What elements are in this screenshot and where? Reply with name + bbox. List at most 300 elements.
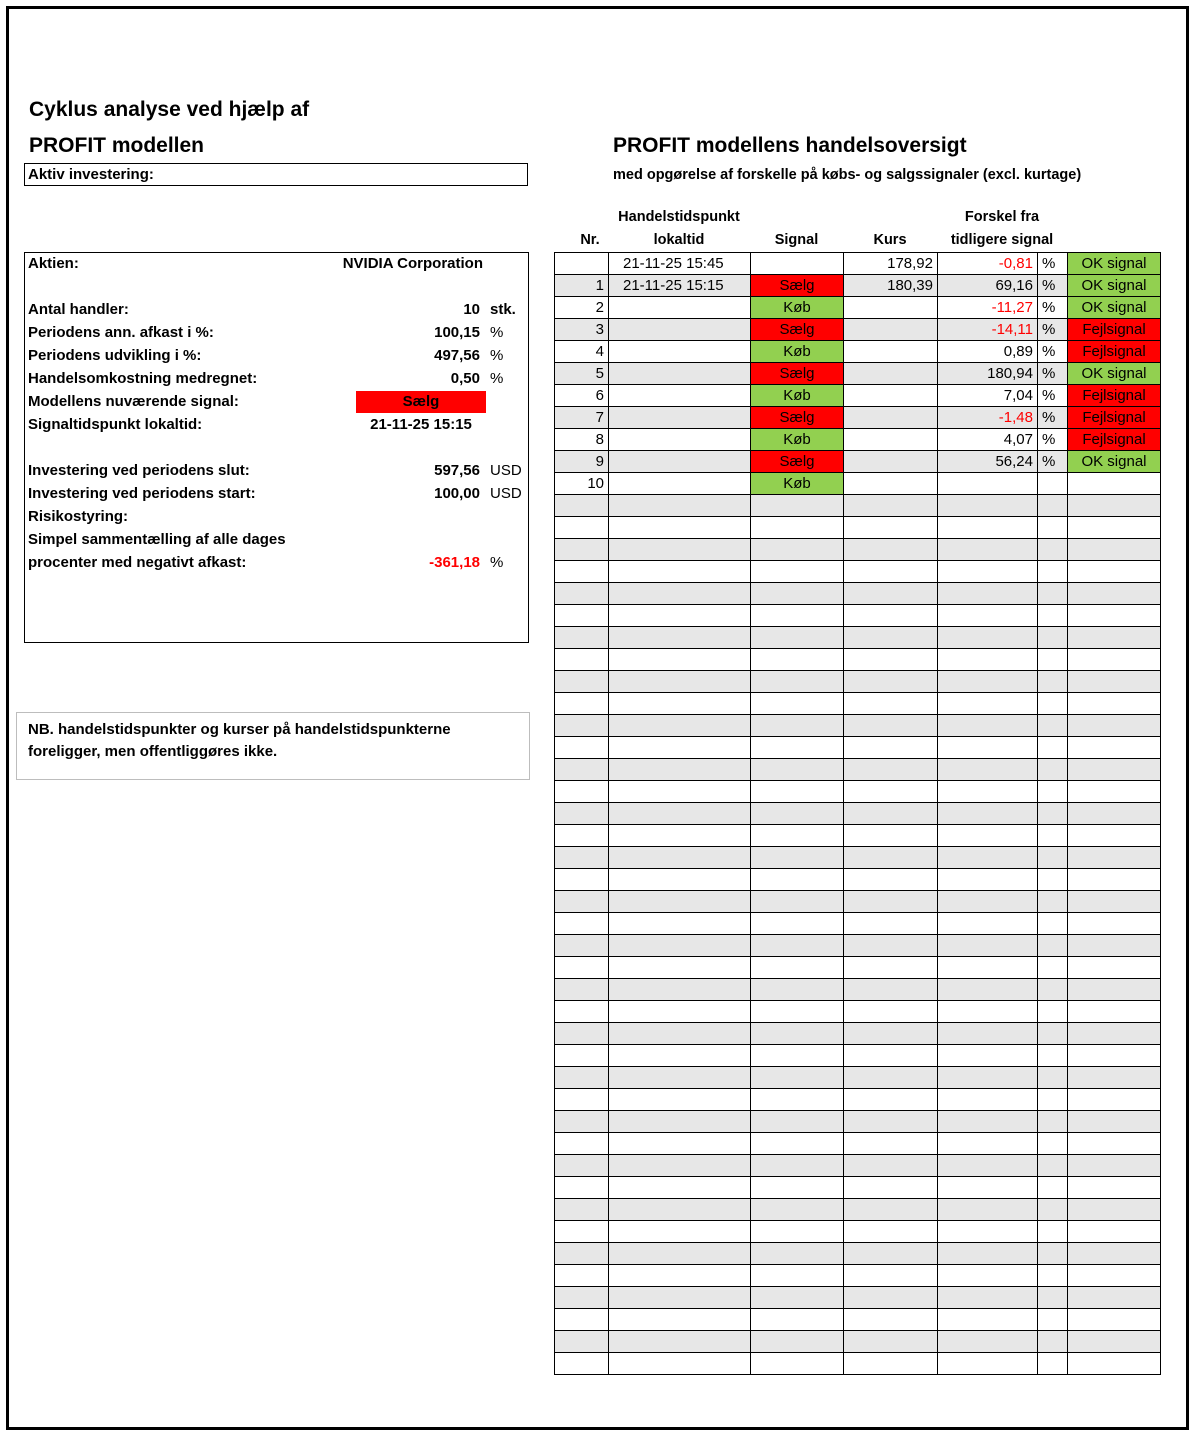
cell-nr[interactable] bbox=[555, 1177, 609, 1199]
table-row-empty[interactable] bbox=[555, 1199, 1161, 1221]
cell-diff[interactable]: -11,27 bbox=[938, 297, 1038, 319]
table-row[interactable] bbox=[555, 473, 1161, 495]
cell-nr[interactable] bbox=[555, 781, 609, 803]
cell-time[interactable] bbox=[609, 1133, 751, 1155]
table-row-empty[interactable] bbox=[555, 1089, 1161, 1111]
cell-status[interactable] bbox=[1068, 869, 1161, 891]
cell-diff[interactable] bbox=[938, 539, 1038, 561]
cell-pct[interactable] bbox=[1038, 1067, 1068, 1089]
cell-nr[interactable] bbox=[555, 1133, 609, 1155]
cell-diff[interactable] bbox=[938, 495, 1038, 517]
cell-diff[interactable] bbox=[938, 979, 1038, 1001]
cell-status[interactable]: Fejlsignal bbox=[1068, 341, 1161, 363]
cell-signal[interactable] bbox=[751, 847, 844, 869]
cell-time[interactable] bbox=[609, 517, 751, 539]
cell-status[interactable] bbox=[1068, 1353, 1161, 1375]
table-row-empty[interactable] bbox=[555, 847, 1161, 869]
cell-pct[interactable] bbox=[1038, 693, 1068, 715]
cell-nr[interactable]: 7 bbox=[555, 407, 609, 429]
cell-nr[interactable]: 6 bbox=[555, 385, 609, 407]
cell-diff[interactable] bbox=[938, 759, 1038, 781]
cell-kurs[interactable] bbox=[844, 1001, 938, 1023]
cell-signal[interactable] bbox=[751, 1045, 844, 1067]
cell-time[interactable] bbox=[609, 539, 751, 561]
cell-signal[interactable]: Køb bbox=[751, 429, 844, 451]
cell-signal[interactable] bbox=[751, 825, 844, 847]
cell-nr[interactable] bbox=[555, 913, 609, 935]
cell-pct[interactable] bbox=[1038, 495, 1068, 517]
cell-nr[interactable] bbox=[555, 539, 609, 561]
cell-nr[interactable] bbox=[555, 715, 609, 737]
cell-time[interactable] bbox=[609, 759, 751, 781]
cell-kurs[interactable] bbox=[844, 583, 938, 605]
cell-time[interactable] bbox=[609, 605, 751, 627]
cell-kurs[interactable] bbox=[844, 451, 938, 473]
table-row-empty[interactable] bbox=[555, 1353, 1161, 1375]
cell-time[interactable]: 21-11-25 15:45 bbox=[609, 253, 751, 275]
cell-signal[interactable]: Køb bbox=[751, 341, 844, 363]
cell-status[interactable] bbox=[1068, 1023, 1161, 1045]
cell-time[interactable] bbox=[609, 957, 751, 979]
table-row[interactable] bbox=[555, 363, 1161, 385]
table-row-empty[interactable] bbox=[555, 1265, 1161, 1287]
cell-diff[interactable] bbox=[938, 627, 1038, 649]
cell-diff[interactable]: 56,24 bbox=[938, 451, 1038, 473]
cell-pct[interactable] bbox=[1038, 539, 1068, 561]
cell-status[interactable] bbox=[1068, 517, 1161, 539]
cell-kurs[interactable] bbox=[844, 1045, 938, 1067]
table-row-empty[interactable] bbox=[555, 693, 1161, 715]
cell-pct[interactable] bbox=[1038, 781, 1068, 803]
cell-time[interactable] bbox=[609, 1265, 751, 1287]
cell-diff[interactable] bbox=[938, 671, 1038, 693]
cell-nr[interactable] bbox=[555, 253, 609, 275]
cell-kurs[interactable] bbox=[844, 561, 938, 583]
cell-kurs[interactable] bbox=[844, 627, 938, 649]
cell-signal[interactable] bbox=[751, 253, 844, 275]
table-row-empty[interactable] bbox=[555, 539, 1161, 561]
cell-diff[interactable] bbox=[938, 649, 1038, 671]
cell-status[interactable] bbox=[1068, 1221, 1161, 1243]
cell-kurs[interactable] bbox=[844, 737, 938, 759]
cell-signal[interactable] bbox=[751, 979, 844, 1001]
cell-kurs[interactable] bbox=[844, 1353, 938, 1375]
cell-diff[interactable] bbox=[938, 1331, 1038, 1353]
cell-signal[interactable] bbox=[751, 1133, 844, 1155]
table-row-empty[interactable] bbox=[555, 495, 1161, 517]
cell-time[interactable] bbox=[609, 1243, 751, 1265]
cell-kurs[interactable] bbox=[844, 1133, 938, 1155]
cell-kurs[interactable] bbox=[844, 1067, 938, 1089]
cell-diff[interactable] bbox=[938, 891, 1038, 913]
cell-kurs[interactable] bbox=[844, 1221, 938, 1243]
cell-pct[interactable] bbox=[1038, 1265, 1068, 1287]
cell-time[interactable] bbox=[609, 1023, 751, 1045]
cell-signal[interactable] bbox=[751, 1265, 844, 1287]
table-row-empty[interactable] bbox=[555, 671, 1161, 693]
cell-kurs[interactable] bbox=[844, 781, 938, 803]
cell-nr[interactable]: 3 bbox=[555, 319, 609, 341]
cell-diff[interactable] bbox=[938, 803, 1038, 825]
table-row-empty[interactable] bbox=[555, 825, 1161, 847]
cell-signal[interactable] bbox=[751, 1001, 844, 1023]
cell-status[interactable] bbox=[1068, 1265, 1161, 1287]
cell-time[interactable] bbox=[609, 1287, 751, 1309]
cell-signal[interactable] bbox=[751, 693, 844, 715]
cell-signal[interactable] bbox=[751, 671, 844, 693]
cell-pct[interactable] bbox=[1038, 891, 1068, 913]
cell-signal[interactable] bbox=[751, 1243, 844, 1265]
cell-time[interactable] bbox=[609, 297, 751, 319]
cell-time[interactable] bbox=[609, 407, 751, 429]
cell-nr[interactable]: 2 bbox=[555, 297, 609, 319]
cell-time[interactable] bbox=[609, 429, 751, 451]
cell-kurs[interactable] bbox=[844, 1287, 938, 1309]
cell-kurs[interactable] bbox=[844, 363, 938, 385]
cell-kurs[interactable] bbox=[844, 1089, 938, 1111]
cell-nr[interactable] bbox=[555, 1243, 609, 1265]
cell-status[interactable]: OK signal bbox=[1068, 451, 1161, 473]
cell-signal[interactable] bbox=[751, 1287, 844, 1309]
cell-status[interactable] bbox=[1068, 561, 1161, 583]
cell-kurs[interactable] bbox=[844, 407, 938, 429]
cell-kurs[interactable] bbox=[844, 429, 938, 451]
cell-kurs[interactable] bbox=[844, 913, 938, 935]
cell-status[interactable] bbox=[1068, 935, 1161, 957]
cell-status[interactable] bbox=[1068, 1111, 1161, 1133]
cell-signal[interactable] bbox=[751, 605, 844, 627]
cell-signal[interactable] bbox=[751, 1111, 844, 1133]
cell-signal[interactable] bbox=[751, 583, 844, 605]
cell-diff[interactable]: 69,16 bbox=[938, 275, 1038, 297]
cell-nr[interactable] bbox=[555, 759, 609, 781]
cell-status[interactable] bbox=[1068, 1177, 1161, 1199]
cell-kurs[interactable] bbox=[844, 803, 938, 825]
cell-nr[interactable] bbox=[555, 979, 609, 1001]
cell-signal[interactable]: Sælg bbox=[751, 451, 844, 473]
cell-signal[interactable] bbox=[751, 1221, 844, 1243]
cell-nr[interactable]: 8 bbox=[555, 429, 609, 451]
cell-time[interactable] bbox=[609, 1221, 751, 1243]
cell-signal[interactable]: Køb bbox=[751, 385, 844, 407]
cell-nr[interactable] bbox=[555, 1353, 609, 1375]
cell-nr[interactable] bbox=[555, 1199, 609, 1221]
cell-kurs[interactable] bbox=[844, 605, 938, 627]
cell-diff[interactable] bbox=[938, 1045, 1038, 1067]
cell-status[interactable] bbox=[1068, 1287, 1161, 1309]
cell-nr[interactable]: 1 bbox=[555, 275, 609, 297]
cell-nr[interactable] bbox=[555, 869, 609, 891]
cell-signal[interactable] bbox=[751, 759, 844, 781]
cell-diff[interactable] bbox=[938, 869, 1038, 891]
cell-diff[interactable] bbox=[938, 715, 1038, 737]
cell-diff[interactable] bbox=[938, 1199, 1038, 1221]
cell-pct[interactable] bbox=[1038, 627, 1068, 649]
cell-time[interactable] bbox=[609, 1309, 751, 1331]
cell-pct[interactable] bbox=[1038, 957, 1068, 979]
cell-signal[interactable] bbox=[751, 517, 844, 539]
cell-signal[interactable] bbox=[751, 891, 844, 913]
cell-nr[interactable] bbox=[555, 825, 609, 847]
cell-time[interactable] bbox=[609, 1045, 751, 1067]
table-row-empty[interactable] bbox=[555, 517, 1161, 539]
cell-diff[interactable] bbox=[938, 1287, 1038, 1309]
cell-pct[interactable]: % bbox=[1038, 253, 1068, 275]
cell-kurs[interactable] bbox=[844, 495, 938, 517]
table-row-empty[interactable] bbox=[555, 561, 1161, 583]
cell-pct[interactable] bbox=[1038, 671, 1068, 693]
cell-signal[interactable] bbox=[751, 1155, 844, 1177]
cell-status[interactable] bbox=[1068, 781, 1161, 803]
cell-nr[interactable] bbox=[555, 957, 609, 979]
cell-nr[interactable] bbox=[555, 605, 609, 627]
cell-pct[interactable] bbox=[1038, 1221, 1068, 1243]
cell-time[interactable] bbox=[609, 869, 751, 891]
cell-nr[interactable]: 4 bbox=[555, 341, 609, 363]
cell-status[interactable] bbox=[1068, 913, 1161, 935]
table-row-empty[interactable] bbox=[555, 1045, 1161, 1067]
table-row-empty[interactable] bbox=[555, 1023, 1161, 1045]
cell-status[interactable]: Fejlsignal bbox=[1068, 429, 1161, 451]
table-row-empty[interactable] bbox=[555, 1221, 1161, 1243]
cell-nr[interactable] bbox=[555, 1001, 609, 1023]
cell-nr[interactable] bbox=[555, 583, 609, 605]
cell-status[interactable] bbox=[1068, 803, 1161, 825]
cell-pct[interactable] bbox=[1038, 979, 1068, 1001]
cell-signal[interactable]: Sælg bbox=[751, 319, 844, 341]
cell-signal[interactable] bbox=[751, 495, 844, 517]
cell-kurs[interactable] bbox=[844, 1243, 938, 1265]
cell-signal[interactable] bbox=[751, 715, 844, 737]
table-row-empty[interactable] bbox=[555, 583, 1161, 605]
cell-pct[interactable] bbox=[1038, 649, 1068, 671]
cell-status[interactable] bbox=[1068, 891, 1161, 913]
table-row-empty[interactable] bbox=[555, 737, 1161, 759]
table-row-empty[interactable] bbox=[555, 1067, 1161, 1089]
table-row-empty[interactable] bbox=[555, 1111, 1161, 1133]
cell-time[interactable] bbox=[609, 1199, 751, 1221]
cell-diff[interactable] bbox=[938, 1001, 1038, 1023]
cell-kurs[interactable] bbox=[844, 671, 938, 693]
cell-nr[interactable] bbox=[555, 671, 609, 693]
cell-status[interactable]: Fejlsignal bbox=[1068, 385, 1161, 407]
cell-diff[interactable] bbox=[938, 1243, 1038, 1265]
cell-signal[interactable] bbox=[751, 649, 844, 671]
table-row-empty[interactable] bbox=[555, 869, 1161, 891]
cell-pct[interactable] bbox=[1038, 1001, 1068, 1023]
table-row[interactable] bbox=[555, 341, 1161, 363]
cell-pct[interactable]: % bbox=[1038, 429, 1068, 451]
cell-diff[interactable] bbox=[938, 561, 1038, 583]
cell-diff[interactable] bbox=[938, 781, 1038, 803]
cell-kurs[interactable] bbox=[844, 979, 938, 1001]
table-row-empty[interactable] bbox=[555, 1155, 1161, 1177]
cell-kurs[interactable] bbox=[844, 759, 938, 781]
cell-kurs[interactable] bbox=[844, 649, 938, 671]
cell-diff[interactable] bbox=[938, 473, 1038, 495]
cell-pct[interactable] bbox=[1038, 473, 1068, 495]
cell-pct[interactable] bbox=[1038, 605, 1068, 627]
table-row[interactable] bbox=[555, 385, 1161, 407]
cell-pct[interactable] bbox=[1038, 1199, 1068, 1221]
cell-nr[interactable] bbox=[555, 1221, 609, 1243]
cell-time[interactable] bbox=[609, 341, 751, 363]
cell-nr[interactable] bbox=[555, 1309, 609, 1331]
cell-kurs[interactable] bbox=[844, 1309, 938, 1331]
cell-pct[interactable] bbox=[1038, 1353, 1068, 1375]
cell-kurs[interactable]: 178,92 bbox=[844, 253, 938, 275]
cell-status[interactable]: Fejlsignal bbox=[1068, 319, 1161, 341]
cell-time[interactable]: 21-11-25 15:15 bbox=[609, 275, 751, 297]
cell-diff[interactable] bbox=[938, 605, 1038, 627]
cell-nr[interactable] bbox=[555, 1067, 609, 1089]
cell-time[interactable] bbox=[609, 803, 751, 825]
cell-status[interactable] bbox=[1068, 649, 1161, 671]
cell-pct[interactable] bbox=[1038, 1133, 1068, 1155]
cell-signal[interactable]: Sælg bbox=[751, 407, 844, 429]
cell-signal[interactable] bbox=[751, 561, 844, 583]
cell-kurs[interactable] bbox=[844, 1265, 938, 1287]
cell-status[interactable]: OK signal bbox=[1068, 363, 1161, 385]
cell-time[interactable] bbox=[609, 891, 751, 913]
cell-time[interactable] bbox=[609, 1089, 751, 1111]
cell-signal[interactable]: Køb bbox=[751, 297, 844, 319]
table-row-empty[interactable] bbox=[555, 1177, 1161, 1199]
cell-signal[interactable]: Sælg bbox=[751, 363, 844, 385]
cell-kurs[interactable] bbox=[844, 891, 938, 913]
cell-pct[interactable] bbox=[1038, 1045, 1068, 1067]
cell-status[interactable] bbox=[1068, 539, 1161, 561]
cell-signal[interactable]: Sælg bbox=[751, 275, 844, 297]
cell-status[interactable] bbox=[1068, 737, 1161, 759]
cell-nr[interactable]: 5 bbox=[555, 363, 609, 385]
cell-kurs[interactable] bbox=[844, 825, 938, 847]
cell-time[interactable] bbox=[609, 671, 751, 693]
cell-time[interactable] bbox=[609, 781, 751, 803]
cell-time[interactable] bbox=[609, 935, 751, 957]
table-row-empty[interactable] bbox=[555, 1001, 1161, 1023]
cell-nr[interactable] bbox=[555, 935, 609, 957]
cell-signal[interactable] bbox=[751, 1023, 844, 1045]
cell-nr[interactable] bbox=[555, 1089, 609, 1111]
cell-status[interactable] bbox=[1068, 1067, 1161, 1089]
cell-signal[interactable]: Køb bbox=[751, 473, 844, 495]
cell-pct[interactable]: % bbox=[1038, 385, 1068, 407]
table-row-empty[interactable] bbox=[555, 979, 1161, 1001]
cell-diff[interactable] bbox=[938, 1111, 1038, 1133]
table-row-empty[interactable] bbox=[555, 605, 1161, 627]
cell-pct[interactable] bbox=[1038, 803, 1068, 825]
cell-kurs[interactable] bbox=[844, 385, 938, 407]
cell-signal[interactable] bbox=[751, 803, 844, 825]
cell-kurs[interactable] bbox=[844, 297, 938, 319]
cell-kurs[interactable] bbox=[844, 935, 938, 957]
cell-time[interactable] bbox=[609, 1155, 751, 1177]
cell-pct[interactable] bbox=[1038, 1155, 1068, 1177]
cell-nr[interactable] bbox=[555, 1265, 609, 1287]
cell-time[interactable] bbox=[609, 1353, 751, 1375]
cell-time[interactable] bbox=[609, 319, 751, 341]
table-row-empty[interactable] bbox=[555, 649, 1161, 671]
cell-signal[interactable] bbox=[751, 1309, 844, 1331]
cell-diff[interactable] bbox=[938, 583, 1038, 605]
cell-signal[interactable] bbox=[751, 737, 844, 759]
cell-pct[interactable] bbox=[1038, 759, 1068, 781]
cell-kurs[interactable] bbox=[844, 473, 938, 495]
cell-nr[interactable] bbox=[555, 693, 609, 715]
cell-diff[interactable]: -1,48 bbox=[938, 407, 1038, 429]
cell-diff[interactable] bbox=[938, 737, 1038, 759]
cell-time[interactable] bbox=[609, 385, 751, 407]
cell-kurs[interactable] bbox=[844, 869, 938, 891]
cell-time[interactable] bbox=[609, 1177, 751, 1199]
cell-pct[interactable]: % bbox=[1038, 407, 1068, 429]
cell-nr[interactable] bbox=[555, 1045, 609, 1067]
cell-signal[interactable] bbox=[751, 1067, 844, 1089]
cell-status[interactable] bbox=[1068, 979, 1161, 1001]
cell-time[interactable] bbox=[609, 847, 751, 869]
cell-signal[interactable] bbox=[751, 1199, 844, 1221]
cell-time[interactable] bbox=[609, 825, 751, 847]
cell-kurs[interactable] bbox=[844, 1155, 938, 1177]
cell-diff[interactable] bbox=[938, 1309, 1038, 1331]
cell-time[interactable] bbox=[609, 363, 751, 385]
cell-nr[interactable] bbox=[555, 1111, 609, 1133]
cell-status[interactable] bbox=[1068, 1155, 1161, 1177]
cell-nr[interactable] bbox=[555, 1331, 609, 1353]
cell-kurs[interactable] bbox=[844, 957, 938, 979]
cell-nr[interactable] bbox=[555, 627, 609, 649]
cell-kurs[interactable] bbox=[844, 1199, 938, 1221]
cell-kurs[interactable]: 180,39 bbox=[844, 275, 938, 297]
cell-diff[interactable] bbox=[938, 825, 1038, 847]
table-row-empty[interactable] bbox=[555, 781, 1161, 803]
table-row-empty[interactable] bbox=[555, 715, 1161, 737]
cell-diff[interactable]: 7,04 bbox=[938, 385, 1038, 407]
cell-status[interactable] bbox=[1068, 957, 1161, 979]
cell-pct[interactable] bbox=[1038, 913, 1068, 935]
cell-diff[interactable]: 0,89 bbox=[938, 341, 1038, 363]
cell-time[interactable] bbox=[609, 649, 751, 671]
cell-pct[interactable] bbox=[1038, 1309, 1068, 1331]
cell-pct[interactable] bbox=[1038, 561, 1068, 583]
cell-diff[interactable] bbox=[938, 847, 1038, 869]
cell-status[interactable] bbox=[1068, 1133, 1161, 1155]
cell-diff[interactable] bbox=[938, 517, 1038, 539]
cell-status[interactable] bbox=[1068, 693, 1161, 715]
table-row-empty[interactable] bbox=[555, 1287, 1161, 1309]
table-row[interactable] bbox=[555, 297, 1161, 319]
cell-diff[interactable] bbox=[938, 1177, 1038, 1199]
cell-signal[interactable] bbox=[751, 539, 844, 561]
cell-diff[interactable] bbox=[938, 1089, 1038, 1111]
cell-nr[interactable] bbox=[555, 561, 609, 583]
cell-time[interactable] bbox=[609, 737, 751, 759]
table-row-empty[interactable] bbox=[555, 1243, 1161, 1265]
cell-kurs[interactable] bbox=[844, 319, 938, 341]
cell-signal[interactable] bbox=[751, 627, 844, 649]
table-row-empty[interactable] bbox=[555, 627, 1161, 649]
cell-pct[interactable] bbox=[1038, 737, 1068, 759]
cell-signal[interactable] bbox=[751, 913, 844, 935]
cell-status[interactable] bbox=[1068, 1199, 1161, 1221]
cell-pct[interactable] bbox=[1038, 1111, 1068, 1133]
cell-diff[interactable] bbox=[938, 1133, 1038, 1155]
cell-pct[interactable] bbox=[1038, 1023, 1068, 1045]
cell-diff[interactable] bbox=[938, 935, 1038, 957]
cell-nr[interactable] bbox=[555, 517, 609, 539]
cell-pct[interactable] bbox=[1038, 825, 1068, 847]
